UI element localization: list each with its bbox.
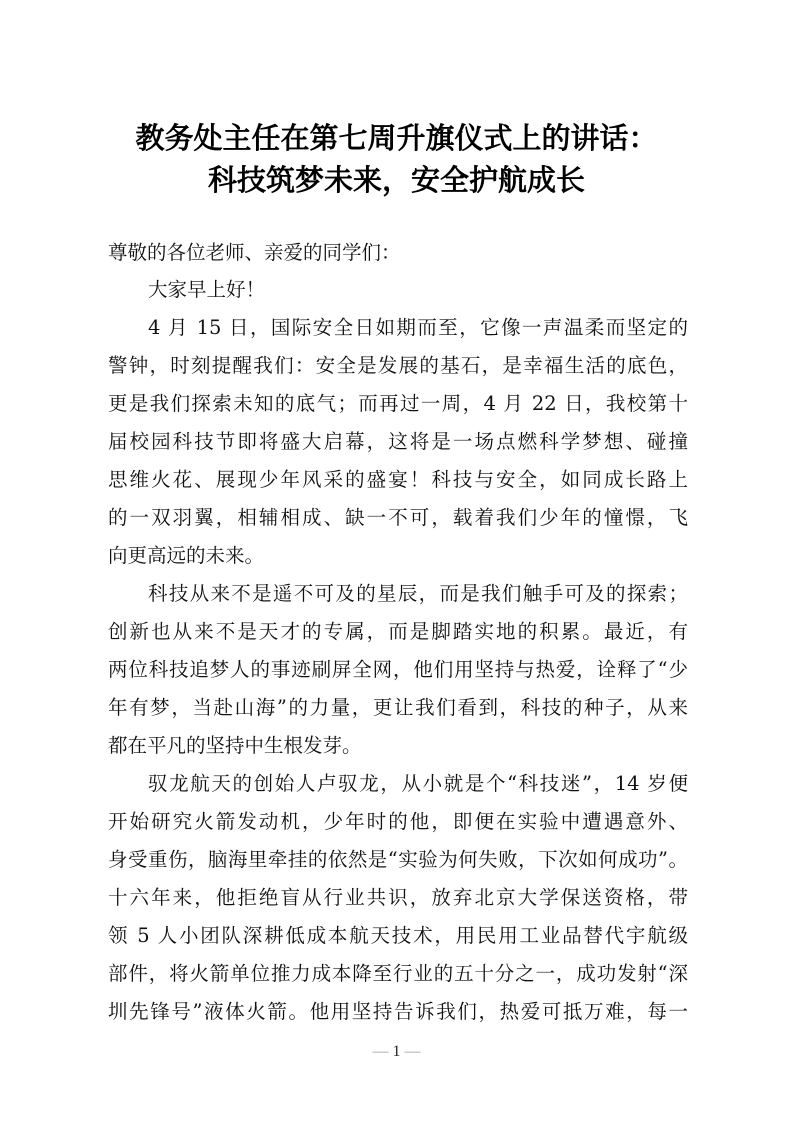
body-text-line: 思维火花、展现少年风采的盛宴！科技与安全，如同成长路上 — [108, 468, 688, 491]
body-text-line: 都在平凡的坚持中生根发芽。 — [108, 734, 362, 757]
body-text-line: 圳先锋号”液体火箭。他用坚持告诉我们，热爱可抵万难，每一 — [108, 1000, 688, 1023]
body-text-line: 部件，将火箭单位推力成本降至行业的五十分之一，成功发射“深 — [108, 962, 688, 985]
page-number-footer — [0, 1043, 793, 1061]
body-text-line: 大家早上好！ — [148, 278, 266, 301]
document-title-line-1: 教务处主任在第七周升旗仪式上的讲话： — [135, 121, 658, 155]
body-text-line: 两位科技追梦人的事迹刷屏全网，他们用坚持与热爱，诠释了“少 — [108, 658, 688, 681]
body-text-line: 身受重伤，脑海里牵挂的依然是“实验为何失败，下次如何成功”。 — [108, 848, 688, 871]
body-text-line: 年有梦，当赴山海”的力量，更让我们看到，科技的种子，从来 — [108, 696, 688, 719]
body-text-line: 4 月 15 日，国际安全日如期而至，它像一声温柔而坚定的 — [148, 316, 688, 339]
body-text-line: 警钟，时刻提醒我们：安全是发展的基石，是幸福生活的底色， — [108, 354, 688, 377]
body-text-line: 向更高远的未来。 — [108, 544, 265, 567]
footer-dash-right: — — [404, 1043, 421, 1060]
page-number: 1 — [392, 1043, 401, 1060]
body-text-line: 科技从来不是遥不可及的星辰，而是我们触手可及的探索； — [148, 582, 688, 605]
body-text-line: 更是我们探索未知的底气；而再过一周，4 月 22 日，我校第十 — [108, 392, 688, 415]
body-text-line: 驭龙航天的创始人卢驭龙，从小就是个“科技迷”，14 岁便 — [148, 772, 688, 795]
body-text-line: 创新也从来不是天才的专属，而是脚踏实地的积累。最近，有 — [108, 620, 688, 643]
footer-dash-left: — — [372, 1043, 389, 1060]
body-text-line: 领 5 人小团队深耕低成本航天技术，用民用工业品替代宇航级 — [108, 924, 688, 947]
body-text-line: 届校园科技节即将盛大启幕，这将是一场点燃科学梦想、碰撞 — [108, 430, 688, 453]
body-text-line: 的一双羽翼，相辅相成、缺一不可，载着我们少年的憧憬，飞 — [108, 506, 688, 529]
body-text-line: 十六年来，他拒绝盲从行业共识，放弃北京大学保送资格，带 — [108, 886, 688, 909]
body-text-line: 开始研究火箭发动机，少年时的他，即便在实验中遭遇意外、 — [108, 810, 688, 833]
body-text-line: 尊敬的各位老师、亲爱的同学们： — [108, 241, 401, 264]
document-title-line-2: 科技筑梦未来，安全护航成长 — [207, 163, 585, 197]
